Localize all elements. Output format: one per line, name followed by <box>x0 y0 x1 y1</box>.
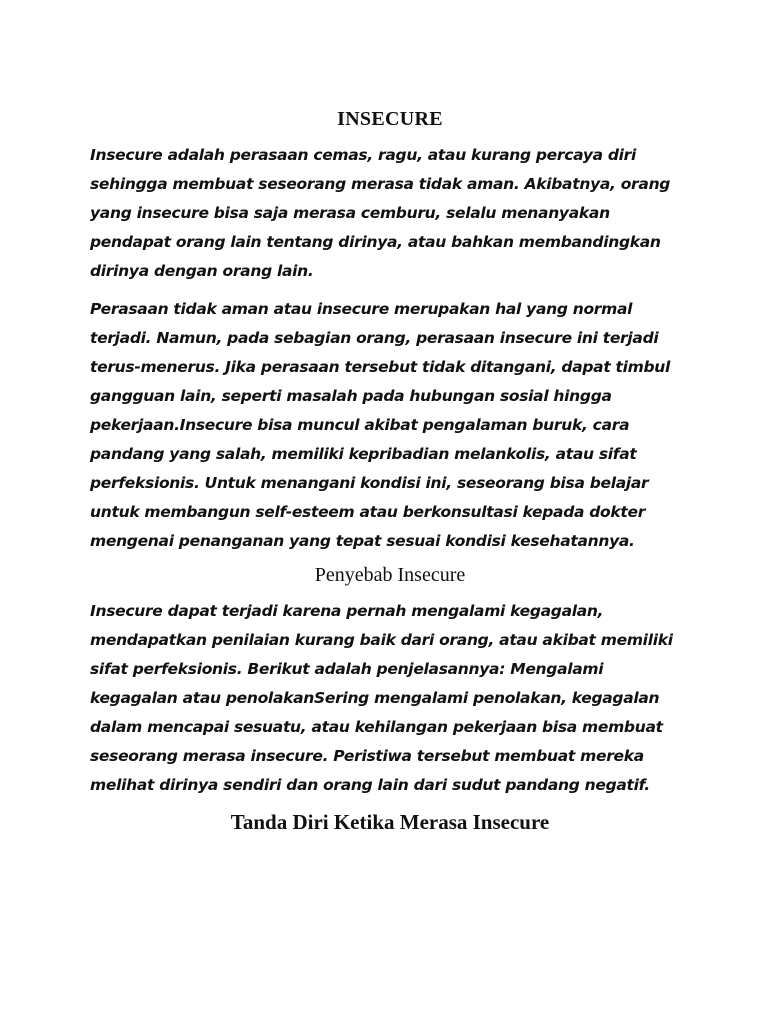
document-title: INSECURE <box>337 108 443 130</box>
document-page <box>90 108 690 835</box>
section-heading-penyebab: Penyebab Insecure <box>314 564 466 586</box>
intro-paragraph: Insecure adalah perasaan cemas, ragu, atau kurang percaya diri sehingga membuat seseorang merasa tidak aman. Akibatnya, orang yang insecure bisa saja merasa cemburu, selalu menanyakan pendapat orang lain tentang dirinya, atau bahkan membandingkan dirinya dengan orang lain. <box>90 146 671 280</box>
section-paragraph-penyebab: Insecure dapat terjadi karena pernah mengalami kegagalan, mendapatkan penilaian kurang baik dari orang, atau akibat memiliki sifat perfeksionis. Berikut adalah penjelasannya: Mengalami kegagalan atau penolakanSering mengalami penolakan, kegagalan dalam mencapai sesuatu, atau kehilangan pekerjaan bisa membuat seseorang merasa insecure. Peristiwa tersebut membuat mereka melihat dirinya sendiri dan orang lain dari sudut pandang negatif. <box>90 602 673 794</box>
body-paragraph: Perasaan tidak aman atau insecure merupakan hal yang normal terjadi. Namun, pada sebagian orang, perasaan insecure ini terjadi terus-menerus. Jika perasaan tersebut tidak ditangani, dapat timbul gangguan lain, seperti masalah pada hubungan sosial hingga pekerjaan.Insecure bisa muncul akibat pengalaman buruk, cara pandang yang salah, memiliki kepribadian melankolis, atau sifat perfeksionis. Untuk menangani kondisi ini, seseorang bisa belajar untuk membangun self-esteem atau berkonsultasi kepada dokter mengenai penanganan yang tepat sesuai kondisi kesehatannya. <box>90 300 671 550</box>
section-heading-tanda: Tanda Diri Ketika Merasa Insecure <box>230 810 550 834</box>
